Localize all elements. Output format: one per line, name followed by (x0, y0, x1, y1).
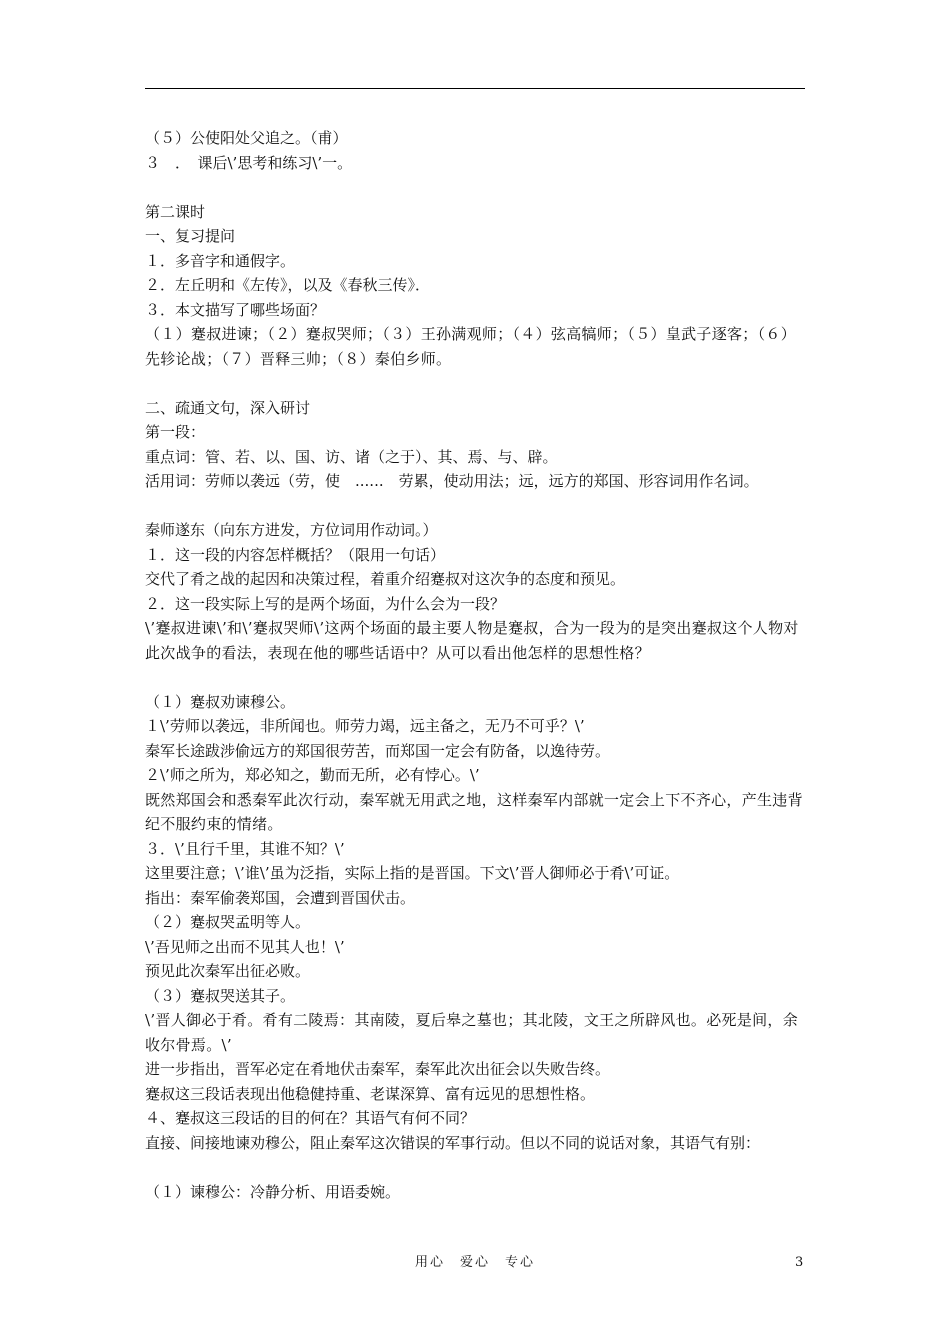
blank-line (145, 1155, 810, 1180)
text-line: １．这一段的内容怎样概括？（限用一句话） (145, 545, 446, 564)
blank-line (145, 175, 810, 200)
header-rule (145, 88, 805, 89)
text-line: （１）蹇叔劝谏穆公。 (145, 692, 296, 711)
text-line: 交代了肴之战的起因和决策过程，着重介绍蹇叔对这次争的态度和预见。 (145, 570, 626, 588)
text-line: ４、蹇叔这三段话的目的何在？其语气有何不同？ (145, 1109, 476, 1127)
text-line: 秦军长途跋涉偷远方的郑国很劳苦，而郑国一定会有防备，以逸待劳。 (145, 741, 611, 760)
text-line: 指出：秦军偷袭郑国，会遭到晋国伏击。 (145, 888, 416, 907)
text-line: ２\’师之所为，郑必知之，勤而无所，必有悖心。\’ (145, 766, 480, 784)
text-line: ３ ． 课后\’思考和练习\’一。 (145, 153, 353, 172)
footer-motto: 用心 爱心 专心 (414, 1255, 535, 1270)
text-paragraph: \’蹇叔进谏\’和\’蹇叔哭师\’这两个场面的最主要人物是蹇叔，合为一段为的是突出蹇叔这个人物对此次战争的看法，表现在他的哪些话语中？从可以看出他怎样的思想性格？ (145, 619, 799, 662)
page-number: 3 (795, 1255, 804, 1270)
text-paragraph: （１）蹇叔进谏；（２）蹇叔哭师；（３）王孙满观师；（４）弦高犒师；（５）皇武子逐客；（６）先轸论战；（７）晋释三帅；（８）秦伯乡师。 (145, 325, 797, 368)
document-body (145, 126, 810, 1204)
text-line: ３．\’且行千里，其谁不知？\’ (145, 839, 345, 858)
text-line: 进一步指出，晋军必定在肴地伏击秦军，秦军此次出征会以失败告终。 (145, 1060, 611, 1078)
text-paragraph: 既然郑国会和悉秦军此次行动，秦军就无用武之地，这样秦军内部就一定会上下不齐心，产生违背纪不服约束的情绪。 (145, 790, 803, 833)
text-line: １\’劳师以袭远，非所闻也。师劳力竭，远主备之，无乃不可乎？\’ (145, 717, 585, 735)
page-footer (0, 1253, 950, 1273)
blank-line (145, 371, 810, 396)
text-line: 蹇叔这三段话表现出他稳健持重、老谋深算、富有远见的思想性格。 (145, 1084, 596, 1103)
text-line: ２．这一段实际上写的是两个场面，为什么会为一段？ (145, 594, 506, 613)
text-line: 重点词：管、若、以、国、访、诸（之于）、其、焉、与、辟。 (145, 447, 558, 466)
text-line: 秦师遂东（向东方进发，方位词用作动词。） (145, 521, 438, 539)
text-line: ２．左丘明和《左传》，以及《春秋三传》． (145, 276, 431, 294)
text-line: １．多音字和通假字。 (145, 251, 296, 270)
text-line: 直接、间接地谏劝穆公，阻止秦军这次错误的军事行动。但以不同的说话对象，其语气有别： (145, 1133, 761, 1152)
text-line: 第一段： (145, 423, 206, 441)
section-heading: 一、复习提问 (145, 227, 236, 245)
text-line: 这里要注意；\’谁\’虽为泛指，实际上指的是晋国。下文\’晋人御师必于肴\’可证。 (145, 864, 680, 882)
text-line: ３．本文描写了哪些场面？ (145, 300, 326, 319)
section-heading: 二、疏通文句，深入研讨 (145, 398, 311, 417)
section-title: 第二课时 (145, 202, 206, 221)
text-line: （５）公使阳处父追之。（甫） (145, 129, 348, 147)
text-line: 活用词：劳师以袭远（劳，使 ...... 劳累，使动用法；远，远方的郑国、形容词用作名词。 (145, 472, 759, 490)
text-line: （３）蹇叔哭送其子。 (145, 986, 296, 1005)
text-line: \’吾见师之出而不见其人也！\’ (145, 937, 345, 956)
text-paragraph: \’晋人御必于肴。肴有二陵焉：其南陵，夏后皋之墓也；其北陵，文王之所辟风也。必死是间，余收尔骨焉。\’ (145, 1011, 799, 1054)
text-line: （１）谏穆公：冷静分析、用语委婉。 (145, 1182, 401, 1201)
blank-line (145, 494, 810, 519)
text-line: 预见此次秦军出征必败。 (145, 962, 311, 980)
blank-line (145, 665, 810, 690)
text-line: （２）蹇叔哭孟明等人。 (145, 913, 311, 931)
